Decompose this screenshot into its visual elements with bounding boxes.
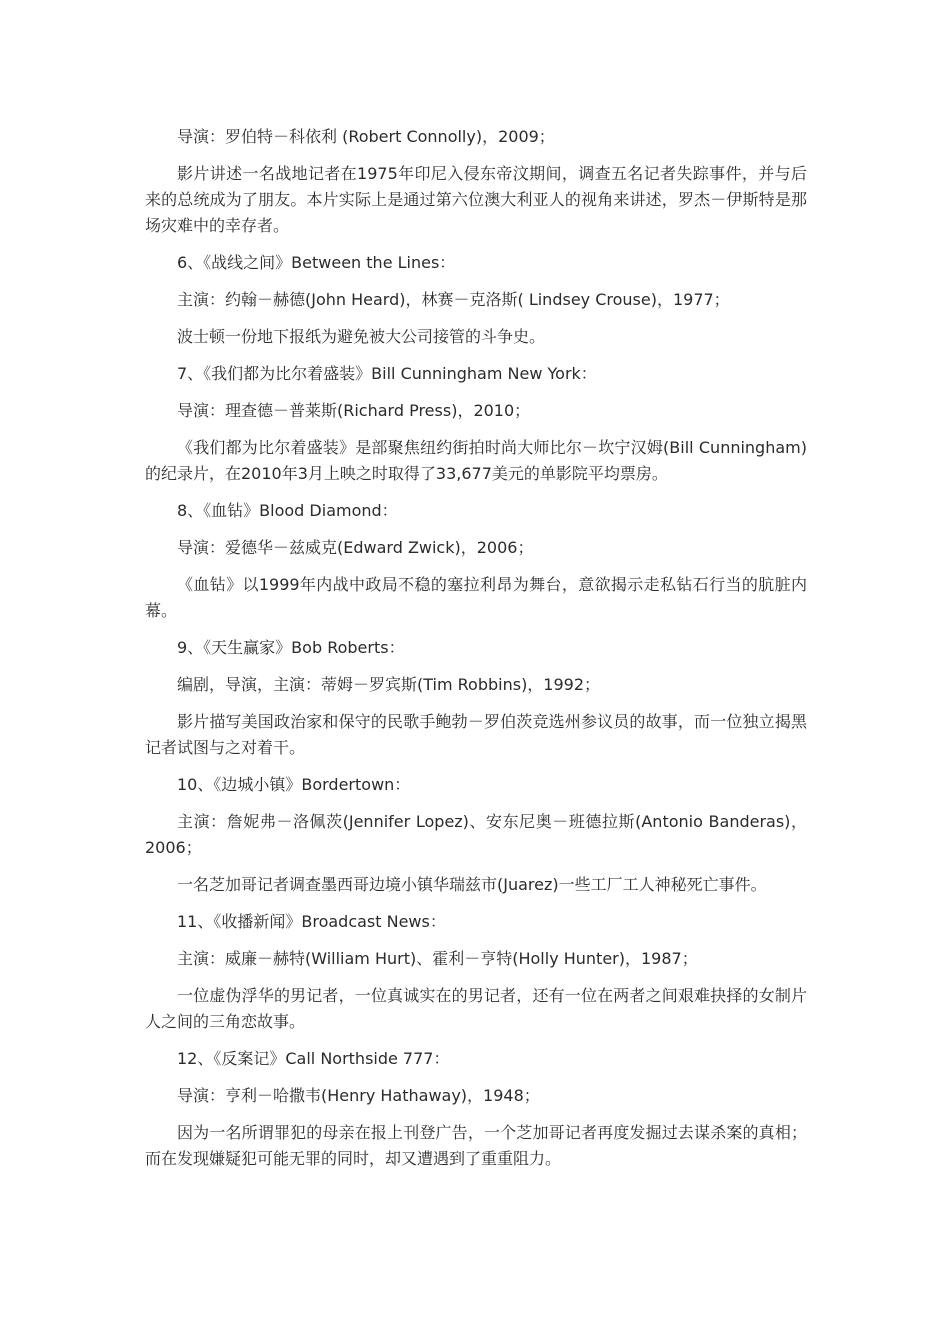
cast-credit-paragraph: 主演：詹妮弗－洛佩茨(Jennifer Lopez)、安东尼奥－班德拉斯(Antonio Banderas)，2006； [145, 812, 807, 857]
film-description-paragraph: 因为一名所谓罪犯的母亲在报上刊登广告，一个芝加哥记者再度发掘过去谋杀案的真相；而在发现嫌疑犯可能无罪的同时，却又遭遇到了重重阻力。 [145, 1123, 807, 1168]
film-description-paragraph: 《我们都为比尔着盛装》是部聚焦纽约街拍时尚大师比尔－坎宁汉姆(Bill Cunningham)的纪录片，在2010年3月上映之时取得了33,677美元的单影院平均票房。 [145, 438, 807, 483]
film-description-paragraph: 波士顿一份地下报纸为避免被大公司接管的斗争史。 [177, 327, 546, 346]
document-body [145, 124, 807, 1183]
director-credit-paragraph: 导演：爱德华－兹威克(Edward Zwick)，2006； [177, 538, 534, 557]
film-description-paragraph: 《血钻》以1999年内战中政局不稳的塞拉利昂为舞台，意欲揭示走私钻石行当的肮脏内幕。 [145, 575, 807, 620]
film-description-paragraph: 一位虚伪浮华的男记者，一位真诚实在的男记者，还有一位在两者之间艰难抉择的女制片人之间的三角恋故事。 [145, 986, 807, 1031]
film-description-paragraph: 影片描写美国政治家和保守的民歌手鲍勃－罗伯茨竞选州参议员的故事，而一位独立揭黑记者试图与之对着干。 [145, 712, 807, 757]
film-title-paragraph: 11、《收播新闻》Broadcast News： [177, 912, 446, 931]
film-title-paragraph: 8、《血钻》Blood Diamond： [177, 501, 398, 520]
cast-credit-paragraph: 主演：约翰－赫德(John Heard)，林赛－克洛斯( Lindsey Crouse)，1977； [177, 290, 730, 309]
director-credit-paragraph: 导演：理查德－普莱斯(Richard Press)，2010； [177, 401, 531, 420]
director-credit-paragraph: 导演：罗伯特－科依利 (Robert Connolly)，2009； [177, 127, 555, 146]
film-title-paragraph: 7、《我们都为比尔着盛装》Bill Cunningham New York： [177, 364, 597, 383]
writer-director-cast-credit-paragraph: 编剧，导演，主演：蒂姆－罗宾斯(Tim Robbins)，1992； [177, 675, 601, 694]
film-title-paragraph: 9、《天生赢家》Bob Roberts： [177, 638, 405, 657]
film-description-paragraph: 影片讲述一名战地记者在1975年印尼入侵东帝汶期间，调查五名记者失踪事件，并与后来的总统成为了朋友。本片实际上是通过第六位澳大利亚人的视角来讲述，罗杰－伊斯特是那场灾难中的幸存者。 [145, 164, 807, 235]
film-title-paragraph: 12、《反案记》Call Northside 777： [177, 1049, 450, 1068]
cast-credit-paragraph: 主演：威廉－赫特(William Hurt)、霍利－亨特(Holly Hunter)，1987； [177, 949, 698, 968]
film-description-paragraph: 一名芝加哥记者调查墨西哥边境小镇华瑞兹市(Juarez)一些工厂工人神秘死亡事件。 [177, 875, 767, 894]
film-title-paragraph: 10、《边城小镇》Bordertown： [177, 775, 411, 794]
film-title-paragraph: 6、《战线之间》Between the Lines： [177, 253, 456, 272]
director-credit-paragraph: 导演：亨利－哈撒韦(Henry Hathaway)，1948； [177, 1086, 540, 1105]
